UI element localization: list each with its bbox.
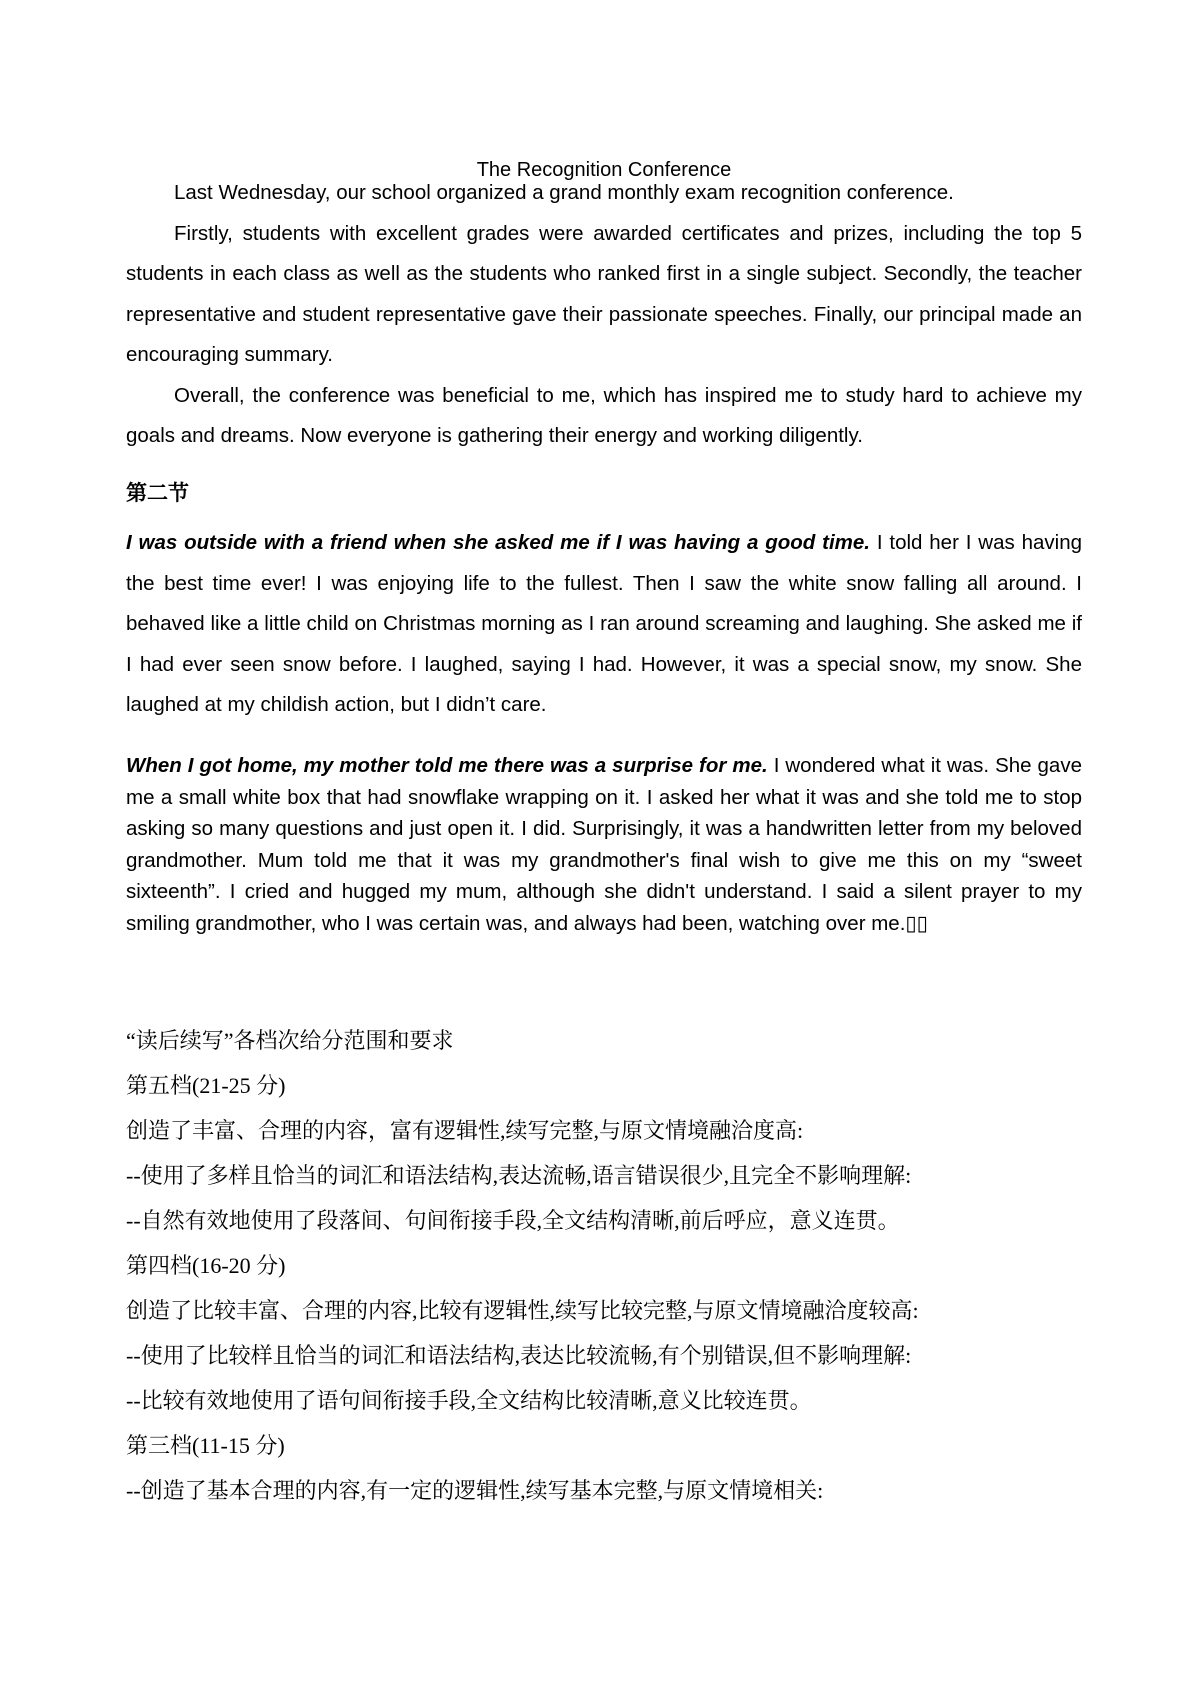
rubric-line: --创造了基本合理的内容,有一定的逻辑性,续写基本完整,与原文情境相关: <box>126 1478 824 1503</box>
essay-paragraph: Overall, the conference was beneficial to me, which has inspired me to study hard to achieve my goals and dreams. Now everyone is gathering their energy and working diligently. <box>126 383 1082 447</box>
essay-title: The Recognition Conference <box>476 159 732 181</box>
rubric-line: --比较有效地使用了语句间衔接手段,全文结构比较清晰,意义比较连贯。 <box>126 1388 812 1413</box>
story-lead-sentence: When I got home, my mother told me there was a surprise for me. <box>126 754 768 777</box>
rubric-title: “读后续写”各档次给分范围和要求 <box>126 1028 454 1053</box>
rubric-section <box>126 1018 1082 1513</box>
rubric-line: 创造了比较丰富、合理的内容,比较有逻辑性,续写比较完整,与原文情境融洽度较高: <box>126 1298 919 1323</box>
story-paragraph-1 <box>126 523 1082 726</box>
story-paragraph-2 <box>126 750 1082 939</box>
rubric-line: --自然有效地使用了段落间、句间衔接手段,全文结构清晰,前后呼应，意义连贯。 <box>126 1208 900 1233</box>
essay-body <box>126 173 1082 457</box>
trailing-glyphs: ▯▯ <box>905 911 928 935</box>
rubric-line: --使用了多样且恰当的词汇和语法结构,表达流畅,语言错误很少,且完全不影响理解: <box>126 1163 912 1188</box>
story-body-text: I wondered what it was. She gave me a small white box that had snowflake wrapping on it. I asked her what it was and she told me to stop asking so many questions and just open it. I did. Surprisingly, it was a handwritten letter from my beloved grandmother. Mum told me that it was my grandmother's final wish to give me this on my “sweet sixteenth”. I cried and hugged my mum, although she didn't understand. I said a silent prayer to my smiling grandmother, who I was certain was, and always had been, watching over me. <box>126 754 1082 935</box>
story-lead-sentence: I was outside with a friend when she asked me if I was having a good time. <box>126 531 870 554</box>
rubric-line: 创造了丰富、合理的内容，富有逻辑性,续写完整,与原文情境融洽度高: <box>126 1118 804 1143</box>
story-body-text: I told her I was having the best time ever! I was enjoying life to the fullest. Then I saw the white snow falling all around. I behaved like a little child on Christmas morning as I ran around screaming and laughing. She asked me if I had ever seen snow before. I laughed, saying I had. However, it was a special snow, my snow. She laughed at my childish action, but I didn’t care. <box>126 531 1082 716</box>
essay-paragraph: Last Wednesday, our school organized a grand monthly exam recognition conference. <box>174 181 954 204</box>
rubric-line: 第五档(21-25 分) <box>126 1073 286 1098</box>
rubric-line: 第三档(11-15 分) <box>126 1433 285 1458</box>
rubric-line: 第四档(16-20 分) <box>126 1253 286 1278</box>
section-heading: 第二节 <box>126 481 189 505</box>
rubric-line: --使用了比较样且恰当的词汇和语法结构,表达比较流畅,有个别错误,但不影响理解: <box>126 1343 912 1368</box>
essay-paragraph: Firstly, students with excellent grades were awarded certificates and prizes, including the top 5 students in each class as well as the students who ranked first in a single subject. Secondly, the teacher representative and student representative gave their passionate speeches. Finally, our principal made an encouraging summary. <box>126 221 1082 366</box>
